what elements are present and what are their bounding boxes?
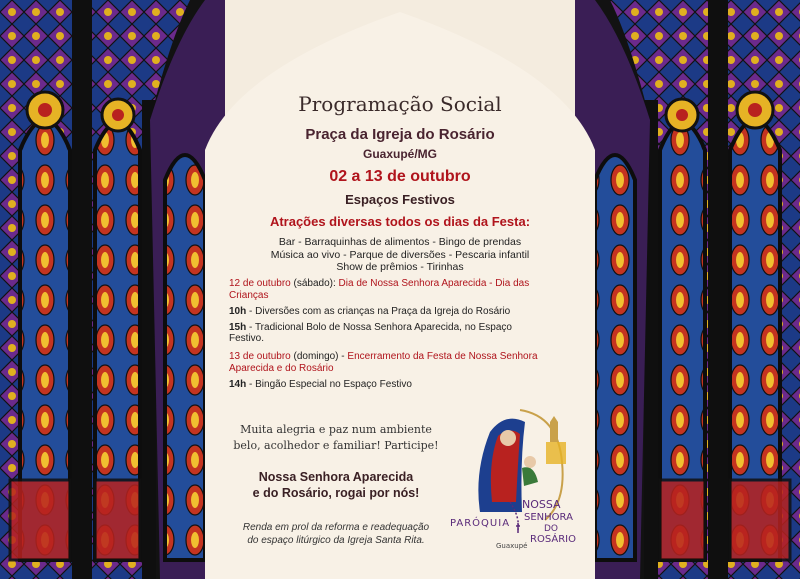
venue: Praça da Igreja do Rosário — [305, 126, 495, 143]
logo-senhora: SENHORA — [524, 512, 573, 523]
day-date: 12 de outubro — [229, 278, 291, 289]
stained-glass-window-right — [575, 0, 800, 579]
logo-guaxupe: Guaxupé — [496, 542, 528, 550]
day-header — [229, 278, 539, 301]
schedule-text: - Tradicional Bolo de Nossa Senhora Aparecida, no Espaço Festivo. — [229, 321, 512, 344]
note-line: do espaço litúrgico da Igreja Santa Rita. — [247, 535, 425, 546]
attractions-heading: Atrações diversas todos os dias da Festa: — [269, 214, 531, 229]
closing-line: belo, acolhedor e familiar! Participe! — [233, 439, 439, 452]
prayer-line: e do Rosário, rogai por nós! — [252, 486, 420, 500]
prayer — [205, 469, 467, 501]
day-weekday: (sábado): — [290, 278, 339, 289]
day-13-october — [229, 351, 539, 391]
schedule-text: - Bingão Especial no Espaço Festivo — [246, 379, 412, 390]
schedule-item — [229, 379, 539, 391]
schedule-time: 14h — [229, 379, 247, 390]
logo-rosario: ROSÁRIO — [530, 534, 576, 545]
day-12-october — [229, 278, 539, 345]
schedule-item — [229, 322, 539, 345]
day-weekday: (domingo) - — [290, 351, 348, 362]
logo-paroquia: PARÓQUIA — [450, 518, 511, 529]
page-title: Programação Social — [298, 92, 502, 116]
day-date: 13 de outubro — [229, 351, 291, 362]
fundraising-note — [205, 521, 467, 547]
program-content — [205, 0, 595, 579]
logo-nossa: NOSSA — [522, 498, 561, 511]
closing-line: Muita alegria e paz num ambiente — [240, 423, 432, 436]
day-header — [229, 351, 539, 374]
event-dates: 02 a 13 de outubro — [329, 168, 471, 185]
madonna-icon — [450, 402, 590, 554]
logo-do: DO — [544, 524, 559, 534]
schedule-time: 10h — [229, 306, 247, 317]
spaces-label: Espaços Festivos — [345, 192, 455, 207]
stained-glass-window-left — [0, 0, 225, 579]
day-event: Encerramento da Festa de Nossa Senhora Aparecida e do Rosário — [229, 351, 538, 374]
city: Guaxupé/MG — [362, 147, 437, 161]
schedule-time: 15h — [229, 321, 247, 333]
prayer-line: Nossa Senhora Aparecida — [258, 470, 414, 484]
parish-logo — [450, 402, 590, 554]
note-line: Renda em prol da reforma e readequação — [242, 522, 430, 533]
schedule-text: - Diversões com as crianças na Praça da Igreja do Rosário — [246, 306, 511, 317]
schedule-item — [229, 306, 539, 318]
closing-message — [205, 422, 467, 454]
attractions-list — [205, 236, 595, 274]
day-event: Dia de Nossa Senhora Aparecida - Dia das Crianças — [229, 278, 530, 301]
list-item: Música ao vivo - Parque de diversões - Pescaria infantil — [270, 248, 530, 261]
list-item: Show de prêmios - Tirinhas — [336, 261, 464, 273]
list-item: Bar - Barraquinhas de alimentos - Bingo de prendas — [278, 236, 522, 248]
